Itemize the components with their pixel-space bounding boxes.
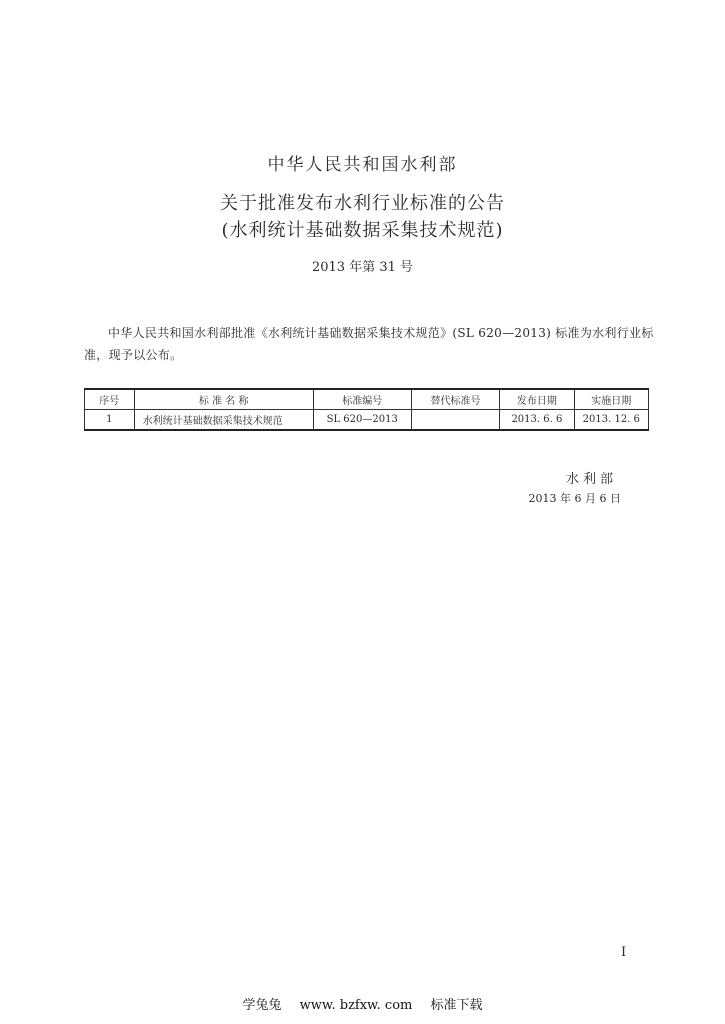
footer	[0, 994, 725, 1013]
column-header-release-date: 发布日期	[500, 389, 574, 410]
signature-date: 2013 年 6 月 6 日	[528, 492, 621, 505]
cell-replaced-code	[411, 410, 499, 431]
page-number: I	[621, 945, 627, 960]
cell-effective-date: 2013. 12. 6	[574, 410, 648, 431]
cell-standard-code: SL 620—2013	[313, 410, 411, 431]
column-header-replaced: 替代标准号	[411, 389, 499, 410]
signature-org: 水利部	[565, 472, 617, 487]
column-header-code: 标准编号	[313, 389, 411, 410]
notice-number: 2013 年第 31 号	[311, 260, 414, 275]
column-header-effective-date: 实施日期	[574, 389, 648, 410]
cell-standard-name: 水利统计基础数据采集技术规范	[134, 410, 313, 431]
standards-table	[84, 388, 649, 431]
cell-serial: 1	[85, 410, 135, 431]
footer-url: www. bzfxw. com	[299, 998, 413, 1013]
notice-subtitle: (水利统计基础数据采集技术规范)	[221, 220, 504, 241]
column-header-serial: 序号	[85, 389, 135, 410]
table-row	[85, 410, 649, 431]
footer-site-name: 学兔兔	[242, 998, 282, 1013]
notice-title: 关于批准发布水利行业标准的公告	[220, 193, 505, 214]
ministry-name: 中华人民共和国水利部	[267, 155, 458, 175]
cell-release-date: 2013. 6. 6	[500, 410, 574, 431]
column-header-name: 标 准 名 称	[134, 389, 313, 410]
table-header-row	[85, 389, 649, 410]
footer-tagline: 标准下载	[430, 998, 483, 1013]
body-paragraph: 中华人民共和国水利部批准《水利统计基础数据采集技术规范》(SL 620—2013) 标准为水利行业标准，现予以公布。	[84, 326, 654, 362]
